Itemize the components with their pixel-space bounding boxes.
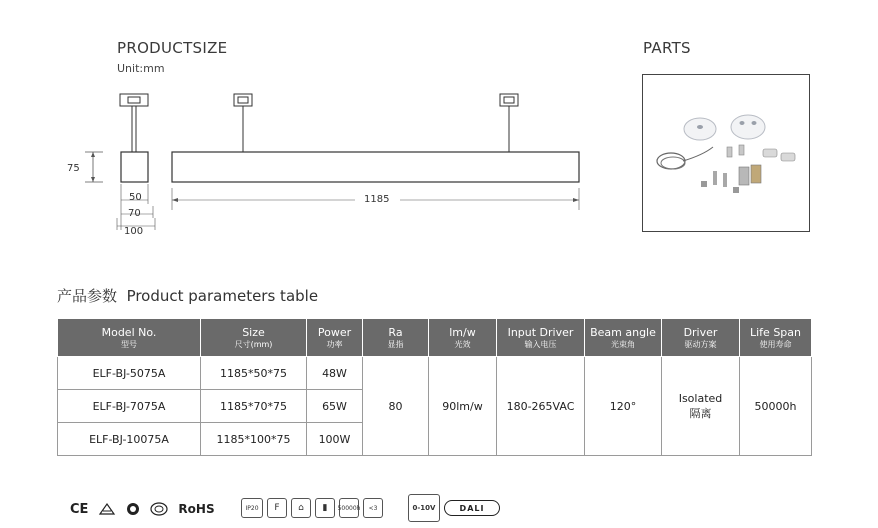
cell-power: 100W [307,423,363,456]
parts-photo-illustration [643,75,809,231]
parts-title: PARTS [643,39,691,57]
dim-width-100-label: 100 [124,226,144,237]
header-ra: Ra 显指 [363,319,429,357]
table-header-row [58,319,812,357]
parameters-table-title [57,285,318,306]
header-lmw: lm/w 光效 [429,319,497,357]
cell-size: 1185*70*75 [201,390,307,423]
cell-model: ELF-BJ-10075A [58,423,201,456]
distance-badge: <3 [363,498,383,518]
cell-size: 1185*100*75 [201,423,307,456]
dim-length-label: 1185 [364,194,390,205]
unit-label: Unit:mm [117,62,165,75]
f-mark-icon: F [267,498,287,518]
temperature-icon: ▮ [315,498,335,518]
lifespan-badge: 50000h [339,498,359,518]
table-row [58,357,812,390]
spec-icons-row [241,497,383,519]
dim-height-label: 75 [67,163,80,174]
home-use-icon: ⌂ [291,498,311,518]
header-model: Model No. 型号 [58,319,201,357]
cell-ra: 80 [363,357,429,456]
cell-input: 180-265VAC [497,357,585,456]
rohs-mark: RoHS [178,502,215,516]
cell-power: 48W [307,357,363,390]
parts-image [642,74,810,232]
ce-mark: CE [70,501,89,517]
header-driver: Driver 驱动方案 [662,319,740,357]
dali-badge: DALI [444,500,500,516]
driver-cn: 隔离 [689,406,712,420]
ccc-triangle-icon [98,502,116,516]
cell-lmw: 90lm/w [429,357,497,456]
cell-beam: 120° [585,357,662,456]
header-input-driver: Input Driver 输入电压 [497,319,585,357]
cell-life: 50000h [740,357,812,456]
ip-rating-badge: IP20 [241,498,263,518]
cell-driver [662,357,740,456]
header-size: Size 尺寸(mm) [201,319,307,357]
cell-power: 65W [307,390,363,423]
dim-width-70-label: 70 [128,208,141,219]
header-power: Power 功率 [307,319,363,357]
lightbulb-cert-icon [126,502,140,516]
certification-row [70,497,215,521]
parameters-title-cn: 产品参数 [57,287,118,305]
driver-en: Isolated [678,391,723,405]
dim-width-50-label: 50 [129,192,142,203]
cell-model: ELF-BJ-5075A [58,357,201,390]
header-beam-angle: Beam angle 光束角 [585,319,662,357]
cell-size: 1185*50*75 [201,357,307,390]
product-size-title: PRODUCTSIZE [117,39,228,57]
header-life-span: Life Span 使用寿命 [740,319,812,357]
product-size-drawing [55,88,595,248]
parameters-title-en: Product parameters table [126,287,319,305]
dimming-0-10v-badge: 0-10V [408,494,440,522]
parameters-table [57,318,812,456]
ccc-mark-icon [150,502,168,516]
cell-model: ELF-BJ-7075A [58,390,201,423]
